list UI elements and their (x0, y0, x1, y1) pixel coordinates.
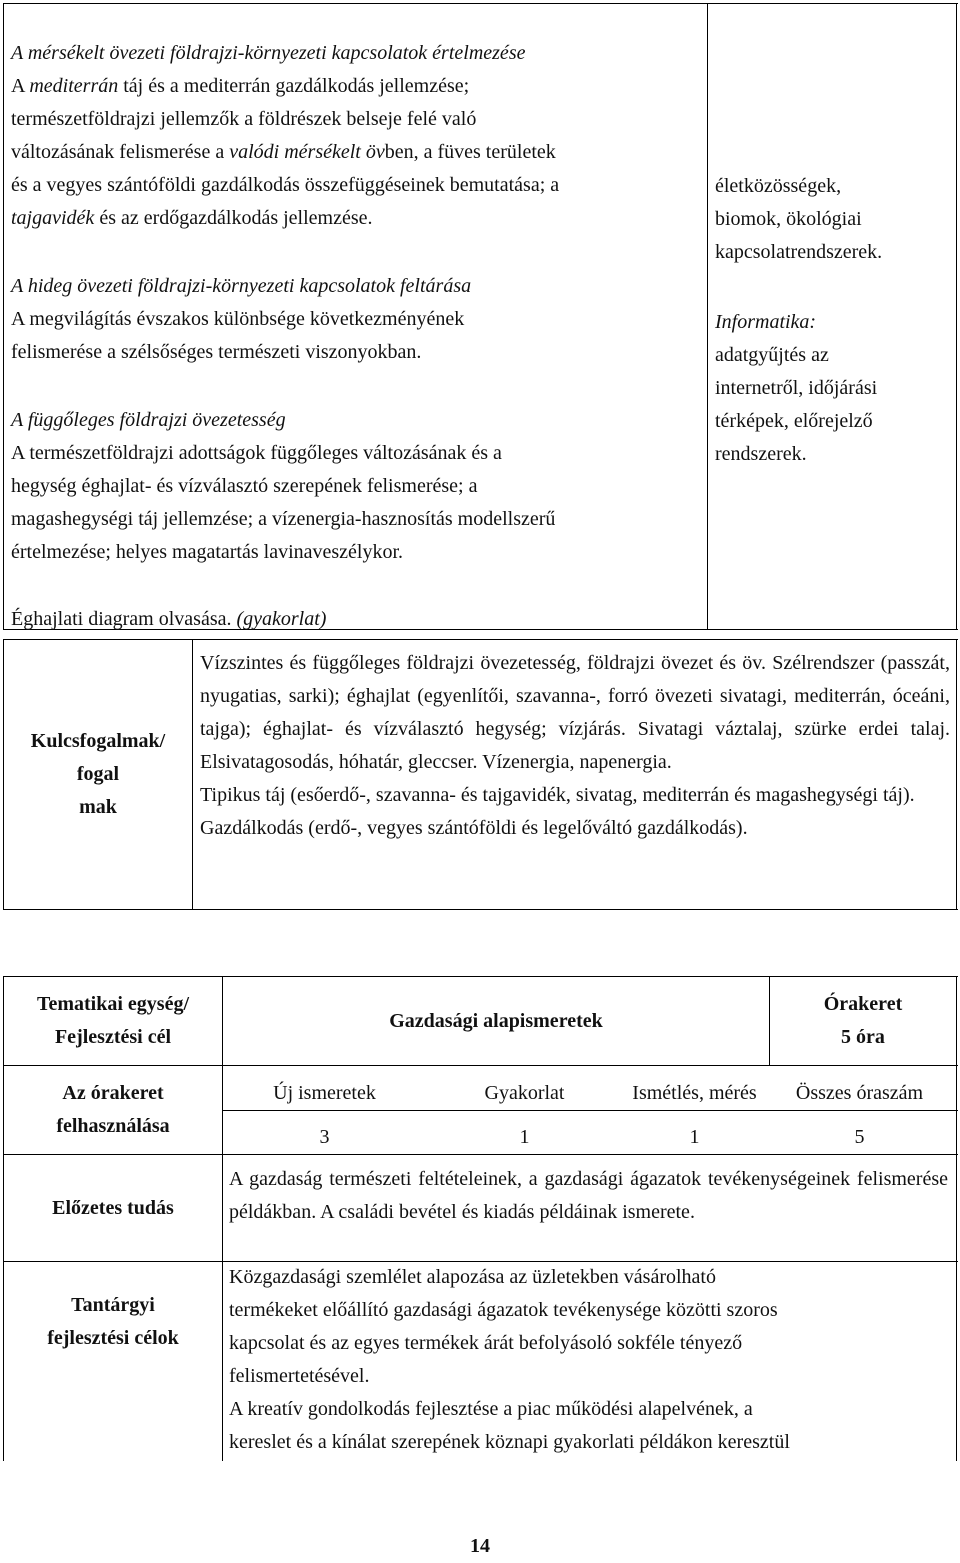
connections-line-6: térképek, előrejelző (715, 410, 873, 432)
connections-line-7: rendszerek. (715, 443, 807, 465)
vertical-line-1: A természetföldrajzi adottságok függőleges változásának és a (11, 442, 502, 464)
informatika-heading: Informatika: (715, 311, 817, 333)
connections-line-3: kapcsolatrendszerek. (715, 241, 883, 263)
connections-line-5: internetről, időjárási (715, 377, 878, 399)
keywords-label-line-1: Kulcsfogalmak/ (30, 729, 166, 752)
usage-headers (223, 1077, 953, 1110)
upper-table-top-border (3, 3, 958, 4)
temperate-line-2: természetföldrajzi jellemzők a földrészek belseje felé való (11, 108, 477, 130)
usage-inner-divider (222, 1110, 958, 1111)
keywords-paragraph-3: Gazdálkodás (erdő-, vegyes szántóföldi és legelőváltó gazdálkodás). (200, 817, 748, 839)
development-goals-text (229, 1261, 955, 1459)
keywords-label-line-2: fogal (76, 762, 120, 785)
development-goals-line-3: kapcsolat és az egyes termékek árát befolyásoló sokféle tényező (229, 1332, 743, 1354)
diagram-reading-line (11, 603, 701, 636)
usage-value-review: 1 (689, 1126, 700, 1148)
cold-heading: A hideg övezeti földrajzi-környezeti kapcsolatok feltárása (11, 275, 472, 297)
connections-line-4: adatgyűjtés az (715, 344, 829, 366)
text-run-italic: tajgavidék (11, 207, 95, 229)
unit-label-line-1: Tematikai egység/ (36, 993, 190, 1015)
usage-label (4, 1066, 222, 1154)
keywords-content (200, 647, 950, 845)
text-run-italic: mediterrán (29, 75, 119, 97)
usage-value-new: 3 (319, 1126, 330, 1148)
vertical-line-3: magashegységi táj jellemzése; a vízenergia-hasznosítás modellszerű (11, 508, 556, 530)
text-run: Éghajlati diagram olvasása. (11, 608, 237, 630)
vertical-section (11, 404, 701, 569)
text-run-italic: valódi mérsékelt öv (229, 141, 385, 163)
temperate-line-4: és a vegyes szántóföldi gazdálkodás összefüggéseinek bemutatása; a (11, 174, 560, 196)
cold-line-1: A megvilágítás évszakos különbsége következményének (11, 308, 465, 330)
temperate-line-3 (11, 136, 701, 169)
text-run: ben, a füves területek (384, 141, 556, 163)
unit-title (223, 977, 769, 1065)
keywords-table-right-border (956, 639, 957, 910)
text-run-italic: (gyakorlat) (236, 608, 327, 630)
connections-line-1: életközösségek, (715, 175, 842, 197)
vertical-line-2: hegység éghajlat- és vízválasztó szerepének felismerése; a (11, 475, 478, 497)
development-goals-label (4, 1262, 222, 1382)
text-run: változásának felismerése a (11, 141, 230, 163)
development-goals-label-line-2: fejlesztési célok (47, 1327, 179, 1349)
unit-label (4, 977, 222, 1065)
temperate-section (11, 37, 701, 235)
usage-label-line-2: felhasználása (56, 1115, 170, 1137)
usage-values (223, 1121, 953, 1154)
vertical-line-4: értelmezése; helyes magatartás lavinaveszélykor. (11, 541, 404, 563)
prior-knowledge-text: A gazdaság természeti feltételeinek, a gazdasági ágazatok tevékenységeinek felismerése példákban. A családi bevétel és kiadás példáinak ismerete. (229, 1168, 948, 1223)
usage-header-new: Új ismeretek (273, 1082, 376, 1104)
keywords-label-line-3: mak (79, 795, 117, 818)
page-number: 14 (470, 1535, 490, 1557)
text-run: táj és a mediterrán gazdálkodás jellemzése; (118, 75, 470, 97)
upper-table-left-border (3, 3, 4, 629)
text-run: A (11, 75, 30, 97)
upper-table-divider (707, 3, 708, 629)
connections-column (715, 170, 955, 471)
usage-header-total: Összes óraszám (795, 1082, 924, 1104)
development-goals-line-6: kereslet és a kínálat szerepének köznapi gyakorlati példákon keresztül (229, 1431, 790, 1453)
cold-line-2: felismerése a szélsőséges természeti viszonyokban. (11, 341, 422, 363)
usage-header-practice: Gyakorlat (484, 1082, 565, 1104)
development-goals-line-4: felismertetésével. (229, 1365, 370, 1387)
text-run: és az erdőgazdálkodás jellemzése. (94, 207, 373, 229)
unit-table-right-border (956, 976, 957, 1461)
vertical-heading: A függőleges földrajzi övezetesség (11, 409, 286, 431)
usage-header-review: Ismétlés, mérés (632, 1082, 757, 1104)
usage-value-total: 5 (854, 1126, 865, 1148)
unit-label-line-2: Fejlesztési cél (54, 1026, 172, 1048)
temperate-line-1 (11, 70, 701, 103)
usage-value-practice: 1 (519, 1126, 530, 1148)
cold-section (11, 270, 701, 369)
hours-value: 5 óra (841, 1026, 885, 1048)
prior-knowledge-label (4, 1155, 222, 1261)
keywords-paragraph-1: Vízszintes és függőleges földrajzi övezetesség, földrajzi övezet és öv. Szélrendszer (passzát, nyugatias, sarki); éghajlat (egyenlítői, szavanna-, forró övezeti sivatagi, mediterrán, óceáni, tajga); éghajlat- és vízválasztó hegység; vízjárás. Sivatagi váztalaj, szürke erdei talaj. Elsivatagosodás, hóhatár, gleccser. Vízenergia, napenergia. (200, 652, 950, 773)
temperate-line-5 (11, 202, 701, 235)
connections-line-2: biomok, ökológiai (715, 208, 862, 230)
temperate-heading: A mérsékelt övezeti földrajzi-környezeti kapcsolatok értelmezése (11, 42, 526, 64)
keywords-table-bottom-border (3, 909, 958, 910)
development-goals-line-1: Közgazdasági szemlélet alapozása az üzletekben vásárolható (229, 1266, 716, 1288)
development-goals-line-5: A kreatív gondolkodás fejlesztése a piac működési alapelvének, a (229, 1398, 753, 1420)
development-goals-label-line-1: Tantárgyi (71, 1294, 155, 1316)
keywords-table-divider (192, 639, 193, 910)
keywords-paragraph-2: Tipikus táj (esőerdő-, szavanna- és tajgavidék, sivatag, mediterrán és magashegységi táj). (200, 784, 915, 806)
unit-hours (770, 977, 956, 1065)
hours-label: Órakeret (823, 993, 903, 1015)
keywords-label (4, 639, 192, 909)
upper-table-right-border (956, 3, 957, 629)
usage-label-line-1: Az órakeret (62, 1082, 164, 1104)
prior-knowledge-label-text: Előzetes tudás (52, 1196, 174, 1219)
development-goals-line-2: termékeket előállító gazdasági ágazatok tevékenysége közötti szoros (229, 1299, 778, 1321)
unit-title-text: Gazdasági alapismeretek (389, 1009, 603, 1032)
